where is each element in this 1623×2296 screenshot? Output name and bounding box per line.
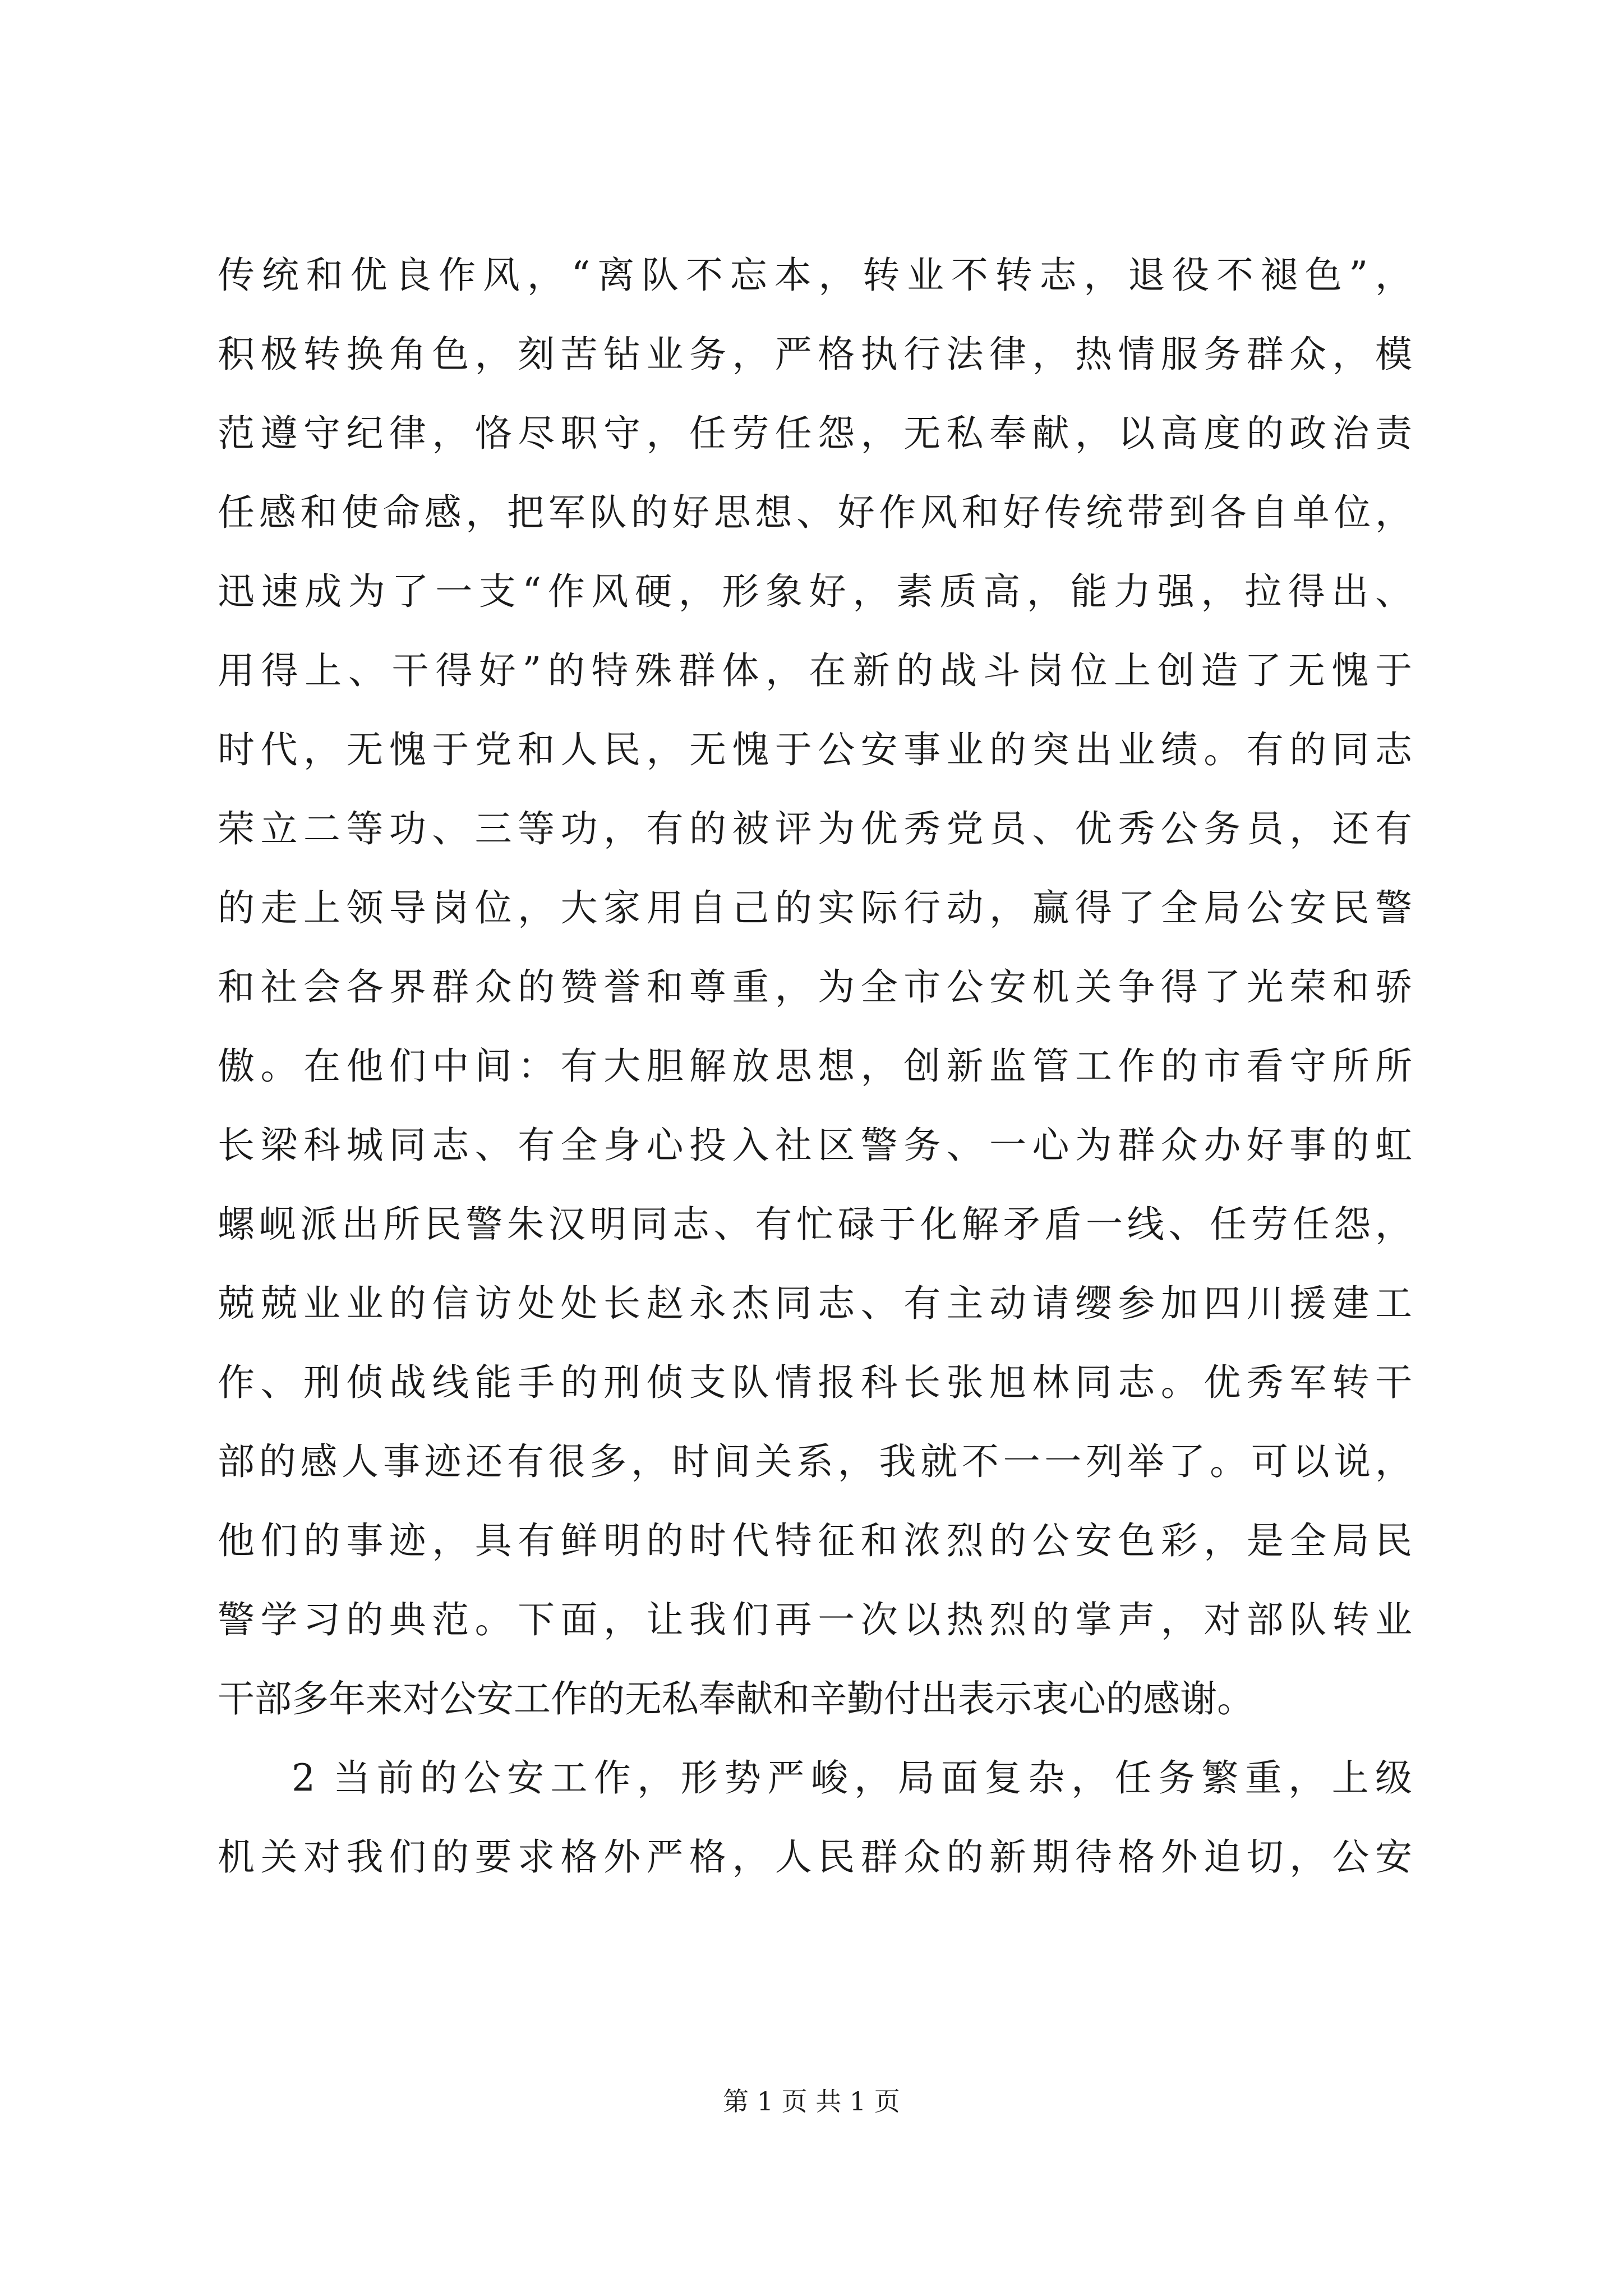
text-line: 警学习的典范。下面，让我们再一次以热烈的掌声，对部队转业 [218, 1598, 1412, 1641]
text-line: 范遵守纪律，恪尽职守，任劳任怨，无私奉献，以高度的政治责 [218, 412, 1412, 455]
text-line: 和社会各界群众的赞誉和尊重，为全市公安机关争得了光荣和骄 [218, 965, 1412, 1009]
text-line: 的走上领导岗位，大家用自己的实际行动，赢得了全局公安民警 [218, 886, 1412, 930]
text-line: 他们的事迹，具有鲜明的时代特征和浓烈的公安色彩，是全局民 [218, 1519, 1412, 1562]
page-footer: 第 1 页 共 1 页 [723, 2086, 900, 2116]
text-line: 傲。在他们中间：有大胆解放思想，创新监管工作的市看守所所 [218, 1045, 1412, 1088]
text-line: 干部多年来对公安工作的无私奉献和辛勤付出表示衷心的感谢。 [218, 1677, 1254, 1720]
text-line: 长梁科城同志、有全身心投入社区警务、一心为群众办好事的虹 [218, 1124, 1412, 1167]
text-line: 机关对我们的要求格外严格，人民群众的新期待格外迫切，公安 [218, 1835, 1412, 1879]
text-line: 作、刑侦战线能手的刑侦支队情报科长张旭林同志。优秀军转干 [218, 1361, 1412, 1404]
text-line: 任感和使命感，把军队的好思想、好作风和好传统带到各自单位， [218, 491, 1412, 534]
text-line: 2 当前的公安工作，形势严峻，局面复杂，任务繁重，上级 [292, 1756, 1412, 1800]
text-line: 用得上、干得好”的特殊群体，在新的战斗岗位上创造了无愧于 [218, 649, 1412, 692]
text-line: 迅速成为了一支“作风硬，形象好，素质高，能力强，拉得出、 [218, 570, 1412, 613]
text-line: 荣立二等功、三等功，有的被评为优秀党员、优秀公务员，还有 [218, 807, 1412, 850]
text-line: 积极转换角色，刻苦钻业务，严格执行法律，热情服务群众，模 [218, 333, 1412, 376]
text-line: 传统和优良作风，“离队不忘本，转业不转志，退役不褪色”， [218, 254, 1412, 297]
text-line: 兢兢业业的信访处处长赵永杰同志、有主动请缨参加四川援建工 [218, 1282, 1412, 1325]
text-line: 部的感人事迹还有很多，时间关系，我就不一一列举了。可以说， [218, 1440, 1412, 1483]
text-line: 时代，无愧于党和人民，无愧于公安事业的突出业绩。有的同志 [218, 728, 1412, 771]
body-text [218, 236, 1412, 1897]
text-line: 螺岘派出所民警朱汉明同志、有忙碌于化解矛盾一线、任劳任怨， [218, 1203, 1412, 1246]
